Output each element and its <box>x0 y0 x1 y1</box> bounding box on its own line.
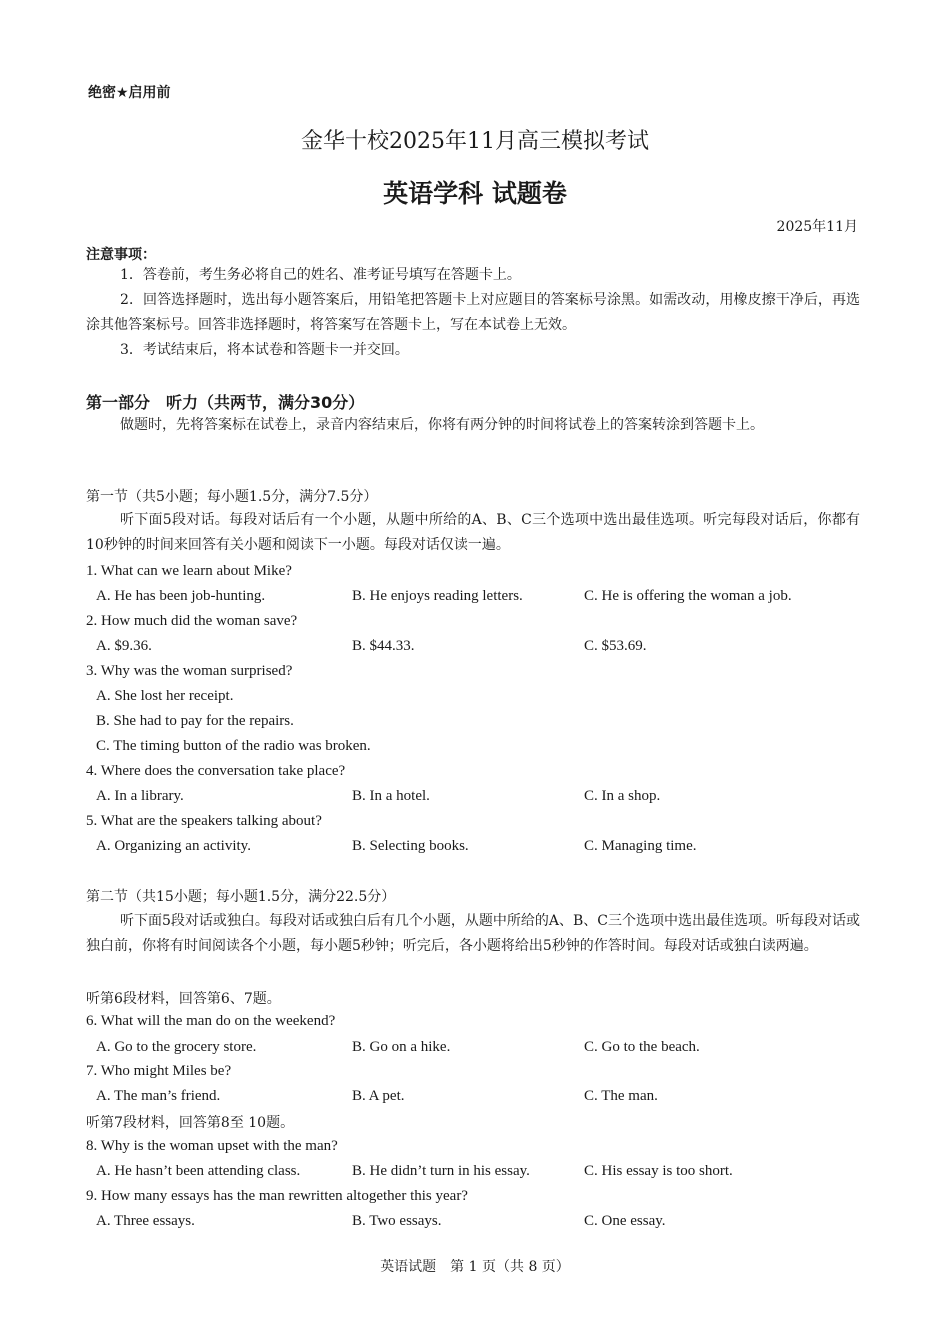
q5-option-c: C. Managing time. <box>584 838 697 854</box>
q1-option-a: A. He has been job-hunting. <box>96 588 266 604</box>
q8-option-a: A. He hasn’t been attending class. <box>96 1163 301 1179</box>
exam-subject: 英语学科 试题卷 <box>383 179 567 208</box>
q2-option-b: B. $44.33. <box>352 638 415 654</box>
question-1: 1. What can we learn about Mike? <box>86 563 292 579</box>
note-item-3: 3．考试结束后，将本试卷和答题卡一并交回。 <box>120 342 409 358</box>
section1-heading: 第一节（共5小题；每小题1.5分，满分7.5分） <box>86 489 378 505</box>
q7-option-a: A. The man’s friend. <box>96 1088 221 1104</box>
part1-instruction: 做题时，先将答案标在试卷上，录音内容结束后，你将有两分钟的时间将试卷上的答案转涂到答题卡上。 <box>120 417 764 433</box>
q2-option-a: A. $9.36. <box>96 638 152 654</box>
q2-option-c: C. $53.69. <box>584 638 647 654</box>
q5-option-a: A. Organizing an activity. <box>96 838 251 854</box>
q5-option-b: B. Selecting books. <box>352 838 469 854</box>
q6-option-c: C. Go to the beach. <box>584 1039 700 1055</box>
page-footer: 英语试题 第 1 页（共 8 页） <box>380 1259 570 1275</box>
q4-option-b: B. In a hotel. <box>352 788 430 804</box>
material-7-label: 听第7段材料，回答第8至 10题。 <box>86 1115 295 1131</box>
exam-title: 金华十校2025年11月高三模拟考试 <box>301 129 649 154</box>
q3-option-c: C. The timing button of the radio was broken. <box>96 738 371 754</box>
question-4: 4. Where does the conversation take place? <box>86 763 346 779</box>
exam-date: 2025年11月 <box>776 219 858 235</box>
q6-option-b: B. Go on a hike. <box>352 1039 451 1055</box>
section1-instruction: 听下面5段对话。每段对话后有一个小题，从题中所给的A、B、C三个选项中选出最佳选项。听完每段对话后，你都有10秒钟的时间来回答有关小题和阅读下一小题。每段对话仅读一遍。 <box>86 512 860 553</box>
section2-instruction: 听下面5段对话或独白。每段对话或独白后有几个小题，从题中所给的A、B、C三个选项中选出最佳选项。听每段对话或独白前，你将有时间阅读各个小题，每小题5秒钟；听完后，各小题将给出5秒钟的作答时间。每段对话或独白读两遍。 <box>86 913 861 954</box>
q7-option-c: C. The man. <box>584 1088 658 1104</box>
q1-option-b: B. He enjoys reading letters. <box>352 588 523 604</box>
q6-option-a: A. Go to the grocery store. <box>96 1039 257 1055</box>
note-item-2: 2．回答选择题时，选出每小题答案后，用铅笔把答题卡上对应题目的答案标号涂黑。如需改动，用橡皮擦干净后，再选涂其他答案标号。回答非选择题时，将答案写在答题卡上，写在本试卷上无效。 <box>86 292 860 333</box>
question-9: 9. How many essays has the man rewritten altogether this year? <box>86 1188 468 1204</box>
section2-heading: 第二节（共15小题；每小题1.5分，满分22.5分） <box>86 889 396 905</box>
q9-option-b: B. Two essays. <box>352 1213 442 1229</box>
q1-option-c: C. He is offering the woman a job. <box>584 588 792 604</box>
q8-option-b: B. He didn’t turn in his essay. <box>352 1163 530 1179</box>
material-6-label: 听第6段材料，回答第6、7题。 <box>86 991 281 1007</box>
question-8: 8. Why is the woman upset with the man? <box>86 1138 338 1154</box>
question-7: 7. Who might Miles be? <box>86 1063 232 1079</box>
q4-option-a: A. In a library. <box>96 788 184 804</box>
question-5: 5. What are the speakers talking about? <box>86 813 322 829</box>
confidential-label: 绝密★启用前 <box>88 85 171 101</box>
q4-option-c: C. In a shop. <box>584 788 661 804</box>
note-item-1: 1．答卷前，考生务必将自己的姓名、准考证号填写在答题卡上。 <box>120 267 521 283</box>
q9-option-c: C. One essay. <box>584 1213 666 1229</box>
question-3: 3. Why was the woman surprised? <box>86 663 293 679</box>
q8-option-c: C. His essay is too short. <box>584 1163 733 1179</box>
q9-option-a: A. Three essays. <box>96 1213 195 1229</box>
q7-option-b: B. A pet. <box>352 1088 405 1104</box>
notes-heading: 注意事项： <box>86 247 156 263</box>
q3-option-a: A. She lost her receipt. <box>96 688 234 704</box>
q3-option-b: B. She had to pay for the repairs. <box>96 713 294 729</box>
part1-heading: 第一部分 听力（共两节，满分30分） <box>86 393 365 412</box>
question-6: 6. What will the man do on the weekend? <box>86 1013 336 1029</box>
question-2: 2. How much did the woman save? <box>86 613 298 629</box>
